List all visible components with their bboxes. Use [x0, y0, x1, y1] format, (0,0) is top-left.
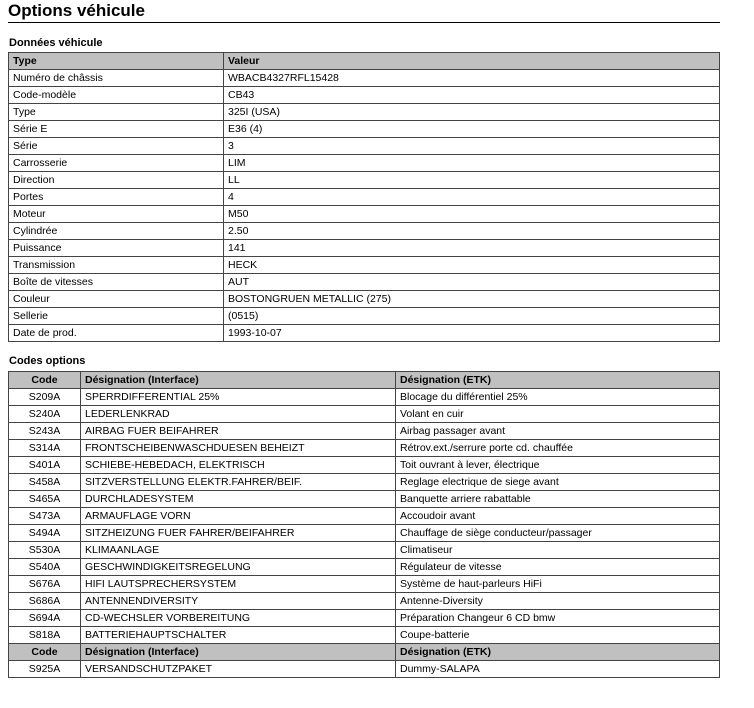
type-cell: Série E: [9, 121, 224, 138]
table-row: [9, 491, 720, 508]
code-cell: S465A: [9, 491, 81, 508]
value-cell: 2.50: [224, 223, 720, 240]
value-cell: WBACB4327RFL15428: [224, 70, 720, 87]
etk-designation-cell: Climatiseur: [396, 542, 720, 559]
column-header: Désignation (Interface): [81, 644, 396, 661]
etk-designation-cell: Régulateur de vitesse: [396, 559, 720, 576]
code-cell: S243A: [9, 423, 81, 440]
table-row: [9, 389, 720, 406]
table-row: [9, 593, 720, 610]
table-row: [9, 474, 720, 491]
etk-designation-cell: Rétrov.ext./serrure porte cd. chauffée: [396, 440, 720, 457]
table-row: [9, 627, 720, 644]
interface-designation-cell: SPERRDIFFERENTIAL 25%: [81, 389, 396, 406]
etk-designation-cell: Coupe-batterie: [396, 627, 720, 644]
column-header: Valeur: [224, 53, 720, 70]
interface-designation-cell: SCHIEBE-HEBEDACH, ELEKTRISCH: [81, 457, 396, 474]
table-row: [9, 508, 720, 525]
interface-designation-cell: SITZHEIZUNG FUER FAHRER/BEIFAHRER: [81, 525, 396, 542]
value-cell: AUT: [224, 274, 720, 291]
type-cell: Direction: [9, 172, 224, 189]
etk-designation-cell: Système de haut-parleurs HiFi: [396, 576, 720, 593]
table-row: [9, 559, 720, 576]
table-row: [9, 223, 720, 240]
table-row: [9, 661, 720, 678]
value-cell: (0515): [224, 308, 720, 325]
interface-designation-cell: DURCHLADESYSTEM: [81, 491, 396, 508]
table-row: [9, 206, 720, 223]
interface-designation-cell: HIFI LAUTSPRECHERSYSTEM: [81, 576, 396, 593]
table-row: [9, 576, 720, 593]
table-row: [9, 525, 720, 542]
value-cell: 4: [224, 189, 720, 206]
column-header: Désignation (ETK): [396, 644, 720, 661]
etk-designation-cell: Dummy-SALAPA: [396, 661, 720, 678]
vehicle-data-table: [8, 52, 720, 342]
code-cell: S494A: [9, 525, 81, 542]
type-cell: Code-modèle: [9, 87, 224, 104]
etk-designation-cell: Chauffage de siège conducteur/passager: [396, 525, 720, 542]
table-row: [9, 291, 720, 308]
code-cell: S401A: [9, 457, 81, 474]
value-cell: CB43: [224, 87, 720, 104]
code-cell: S686A: [9, 593, 81, 610]
type-cell: Date de prod.: [9, 325, 224, 342]
column-header: Désignation (ETK): [396, 372, 720, 389]
table-row: [9, 542, 720, 559]
table-row: [9, 87, 720, 104]
type-cell: Puissance: [9, 240, 224, 257]
value-cell: 141: [224, 240, 720, 257]
etk-designation-cell: Antenne-Diversity: [396, 593, 720, 610]
code-cell: S458A: [9, 474, 81, 491]
type-cell: Boîte de vitesses: [9, 274, 224, 291]
column-header: Code: [9, 644, 81, 661]
interface-designation-cell: ARMAUFLAGE VORN: [81, 508, 396, 525]
table-row: [9, 457, 720, 474]
interface-designation-cell: BATTERIEHAUPTSCHALTER: [81, 627, 396, 644]
table-row: [9, 423, 720, 440]
etk-designation-cell: Toit ouvrant à lever, électrique: [396, 457, 720, 474]
header-row: [9, 372, 720, 389]
interface-designation-cell: LEDERLENKRAD: [81, 406, 396, 423]
code-cell: S540A: [9, 559, 81, 576]
table-row: [9, 121, 720, 138]
type-cell: Numéro de châssis: [9, 70, 224, 87]
table-row: [9, 70, 720, 87]
etk-designation-cell: Banquette arriere rabattable: [396, 491, 720, 508]
table-row: [9, 138, 720, 155]
value-cell: 1993-10-07: [224, 325, 720, 342]
value-cell: E36 (4): [224, 121, 720, 138]
type-cell: Cylindrée: [9, 223, 224, 240]
etk-designation-cell: Reglage electrique de siege avant: [396, 474, 720, 491]
table-row: [9, 172, 720, 189]
table-row: [9, 440, 720, 457]
title-divider: [8, 22, 720, 23]
type-cell: Moteur: [9, 206, 224, 223]
type-cell: Type: [9, 104, 224, 121]
column-header: Type: [9, 53, 224, 70]
code-cell: S240A: [9, 406, 81, 423]
code-cell: S694A: [9, 610, 81, 627]
type-cell: Transmission: [9, 257, 224, 274]
interface-designation-cell: ANTENNENDIVERSITY: [81, 593, 396, 610]
table-row: [9, 610, 720, 627]
code-cell: S818A: [9, 627, 81, 644]
value-cell: 3: [224, 138, 720, 155]
table-row: [9, 104, 720, 121]
value-cell: LIM: [224, 155, 720, 172]
etk-designation-cell: Airbag passager avant: [396, 423, 720, 440]
value-cell: M50: [224, 206, 720, 223]
code-cell: S676A: [9, 576, 81, 593]
table-row: [9, 257, 720, 274]
page-title: Options véhicule: [8, 1, 145, 20]
code-cell: S473A: [9, 508, 81, 525]
type-cell: Carrosserie: [9, 155, 224, 172]
type-cell: Série: [9, 138, 224, 155]
table-row: [9, 240, 720, 257]
value-cell: 325I (USA): [224, 104, 720, 121]
type-cell: Portes: [9, 189, 224, 206]
code-cell: S925A: [9, 661, 81, 678]
code-cell: S530A: [9, 542, 81, 559]
table-row: [9, 155, 720, 172]
etk-designation-cell: Accoudoir avant: [396, 508, 720, 525]
interface-designation-cell: AIRBAG FUER BEIFAHRER: [81, 423, 396, 440]
table-row: [9, 189, 720, 206]
interface-designation-cell: GESCHWINDIGKEITSREGELUNG: [81, 559, 396, 576]
etk-designation-cell: Volant en cuir: [396, 406, 720, 423]
type-cell: Sellerie: [9, 308, 224, 325]
interface-designation-cell: CD-WECHSLER VORBEREITUNG: [81, 610, 396, 627]
column-header: Désignation (Interface): [81, 372, 396, 389]
column-header: Code: [9, 372, 81, 389]
etk-designation-cell: Blocage du différentiel 25%: [396, 389, 720, 406]
interface-designation-cell: SITZVERSTELLUNG ELEKTR.FAHRER/BEIF.: [81, 474, 396, 491]
option-codes-heading: Codes options: [9, 355, 86, 367]
interface-designation-cell: FRONTSCHEIBENWASCHDUESEN BEHEIZT: [81, 440, 396, 457]
table-row: [9, 274, 720, 291]
value-cell: LL: [224, 172, 720, 189]
code-cell: S209A: [9, 389, 81, 406]
interface-designation-cell: KLIMAANLAGE: [81, 542, 396, 559]
code-cell: S314A: [9, 440, 81, 457]
etk-designation-cell: Préparation Changeur 6 CD bmw: [396, 610, 720, 627]
table-row: [9, 308, 720, 325]
table-row: [9, 325, 720, 342]
value-cell: HECK: [224, 257, 720, 274]
option-codes-table: [8, 371, 720, 678]
interface-designation-cell: VERSANDSCHUTZPAKET: [81, 661, 396, 678]
table-row: [9, 406, 720, 423]
value-cell: BOSTONGRUEN METALLIC (275): [224, 291, 720, 308]
type-cell: Couleur: [9, 291, 224, 308]
vehicle-data-heading: Données véhicule: [9, 37, 103, 49]
header-row: [9, 644, 720, 661]
